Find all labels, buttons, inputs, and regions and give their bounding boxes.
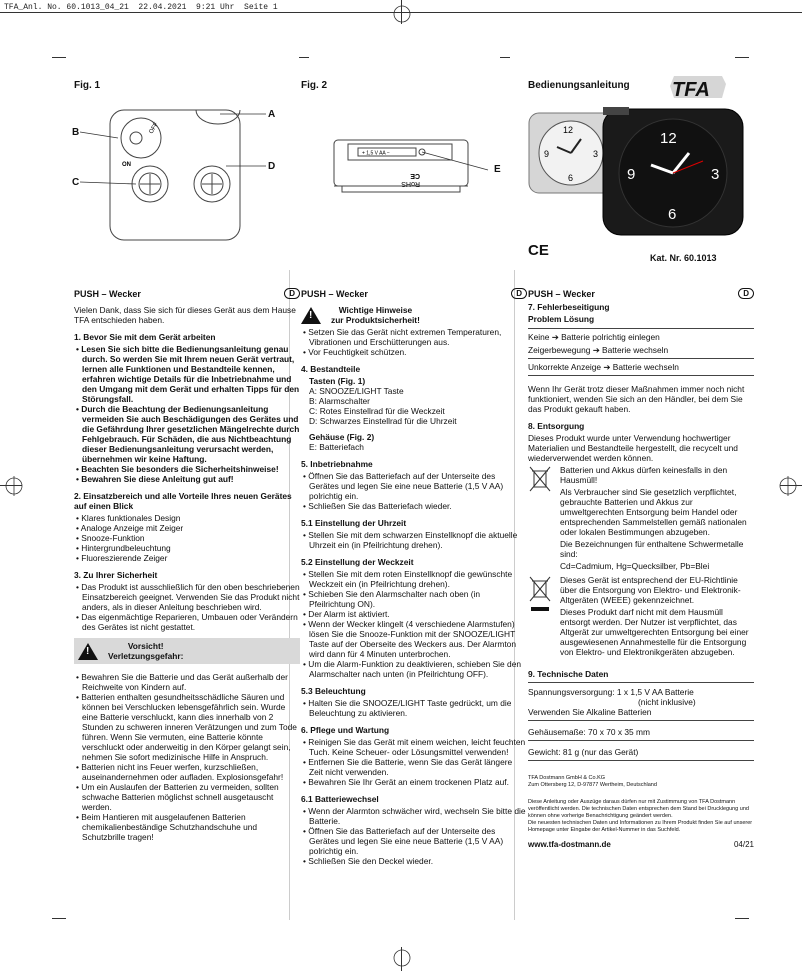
list-item: • Hintergrundbeleuchtung (74, 543, 300, 553)
col3-bat3: Die Bezeichnungen für enthaltene Schwermetalle sind: (560, 539, 744, 559)
list-item: • Bewahren Sie Ihr Gerät an einem trockenen Platz auf. (301, 777, 527, 787)
col2-s52-heading: 5.2 Einstellung der Weckzeit (301, 557, 414, 567)
tech-supply: Spannungsversorgung: 1 x 1,5 V AA Batterie (528, 687, 694, 697)
table-row: Unkorrekte Anzeige ➔ Batterie wechseln (528, 359, 754, 376)
list-item: • Entfernen Sie die Batterie, wenn Sie das Gerät längere Zeit nicht verwenden. (301, 757, 527, 777)
col3-bat2: Als Verbraucher sind Sie gesetzlich verpflichtet, gebrauchte Batterien und Akkus zur umweltgerechten Entsorgung beim Handel oder entsprechenden Sammelstellen gemäß nationalen oder lokalen Bestimmungen abzugeben. (560, 487, 747, 537)
print-header: TFA_Anl. No. 60.1013_04_21 22.04.2021 9:21 Uhr Seite 1 (4, 3, 278, 12)
troubleshoot-table (528, 328, 754, 376)
col2-s53-list (301, 698, 527, 718)
list-item: • Lesen Sie sich bitte die Bedienungsanleitung genau durch. So werden Sie mit Ihrem neuen Gerät vertraut, lernen alle Funktionen und Bestandteile kennen, erfahren wichtige Details für die Inbetriebnahme und den Umgang mit dem Gerät und erhalten Tipps für den Störungsfall. (74, 344, 300, 404)
fig2-callout-e: E (494, 164, 501, 175)
crossed-bin-icon (528, 465, 552, 573)
product-title: Bedienungsanleitung (528, 80, 630, 91)
col3-bat4: Cd=Cadmium, Hg=Quecksilber, Pb=Blei (560, 561, 710, 571)
col2-s4-item-d: D: Schwarzes Einstellrad für die Uhrzeit (309, 416, 457, 426)
col2-s4-sub: Tasten (Fig. 1) (309, 376, 366, 386)
registration-mark-right (776, 474, 800, 498)
col1-lang-mark: D (284, 288, 300, 299)
fig1-clock-back-diagram (66, 104, 286, 244)
col2-warning-header (301, 305, 527, 325)
fig1-off-text: OFF (148, 121, 160, 135)
list-item: • Stellen Sie mit dem roten Einstellknopf die gewünschte Weckzeit ein (in Pfeilrichtung drehen). (301, 569, 527, 589)
col2-s6-heading: 6. Pflege und Wartung (301, 725, 390, 735)
warning-icon: ! (301, 307, 321, 324)
col3-s7-note: Wenn Ihr Gerät trotz dieser Maßnahmen immer noch nicht funktioniert, wenden Sie sich an den Händler, bei dem Sie das Produkt gekauft haben. (528, 384, 745, 414)
print-date: 04/21 (733, 840, 754, 849)
list-item: • Das eigenmächtige Reparieren, Umbauen oder Verändern des Gerätes ist nicht gestattet. (74, 612, 300, 632)
col1-s2-list (74, 513, 300, 563)
product-photo-two-clocks (527, 105, 747, 237)
corner-mark-bl (52, 918, 66, 919)
weee-disposal-block (528, 575, 754, 659)
list-item: • Beim Hantieren mit ausgelaufenen Batterien chemikalienbeständige Schutzhandschuhe und Schutzbrille tragen! (74, 812, 300, 842)
battery-disposal-block (528, 465, 754, 573)
fig2-ce-text: CE (410, 172, 420, 179)
table-row: Keine ➔ Batterie polrichtig einlegen (528, 332, 660, 342)
fig1-callout-d: D (268, 161, 276, 172)
col2-s52-list (301, 569, 527, 679)
col3-title: PUSH – Wecker (528, 288, 595, 299)
list-item: • Wenn der Wecker klingelt (4 verschiedene Alarmstufen) lösen Sie die Snooze-Funktion mit der SNOOZE/LIGHT Taste auf der Oberseite des Weckers aus. Der Alarmton wird dann für 4 Minuten unterbrochen. (301, 619, 527, 659)
col1-warn-sub: Verletzungsgefahr: (108, 651, 184, 661)
big-clock-3: 3 (711, 166, 720, 183)
tfa-logo (668, 72, 730, 102)
list-item: • Schieben Sie den Alarmschalter nach oben (in Pfeilrichtung ON). (301, 589, 527, 609)
list-item: • Schließen Sie das Batteriefach wieder. (301, 501, 527, 511)
big-clock-9: 9 (627, 166, 636, 183)
column-1 (74, 288, 300, 842)
list-item: • Schließen Sie den Deckel wieder. (301, 856, 527, 866)
small-clock-6: 6 (568, 173, 574, 183)
corner-mark-tm2 (500, 57, 510, 58)
col3-weee1: Dieses Gerät ist entsprechend der EU-Richtlinie über die Entsorgung von Elektro- und Elektronik-Altgeräten (WEEE) gekennzeichnet. (560, 575, 741, 605)
col1-s3-heading: 3. Zu Ihrer Sicherheit (74, 570, 158, 580)
col2-s53-heading: 5.3 Beleuchtung (301, 686, 366, 696)
col1-title: PUSH – Wecker (74, 288, 141, 299)
col1-s1-list (74, 344, 300, 484)
list-item: • Das Produkt ist ausschließlich für den oben beschriebenen Einsatzbereich geeignet. Verwenden Sie das Produkt nicht anders, als in dieser Anleitung beschrieben wird. (74, 582, 300, 612)
col1-warn-title: Vorsicht! (127, 641, 164, 651)
fig1-callout-a: A (268, 109, 276, 120)
corner-mark-br (735, 918, 749, 919)
column-2 (301, 288, 527, 866)
col2-s4-sub2: Gehäuse (Fig. 2) (309, 432, 375, 442)
list-item: • Snooze-Funktion (74, 533, 300, 543)
col2-s6-list (301, 737, 527, 787)
list-item: • Klares funktionales Design (74, 513, 300, 523)
col3-lang-mark: D (738, 288, 754, 299)
list-item: • Setzen Sie das Gerät nicht extremen Temperaturen, Vibrationen und Erschütterungen aus. (301, 327, 527, 347)
list-item: • Um die Alarm-Funktion zu deaktivieren, schieben Sie den Alarmschalter nach unten (in Pfeilrichtung OFF). (301, 659, 527, 679)
footer-row (528, 840, 754, 850)
warning-icon: ! (78, 643, 98, 660)
col2-warn-sub: zur Produktsicherheit! (331, 315, 420, 325)
list-item: • Reinigen Sie das Gerät mit einem weichen, leicht feuchten Tuch. Keine Scheuer- oder Lösungsmittel verwenden! (301, 737, 527, 757)
list-item: • Wenn der Alarmton schwächer wird, wechseln Sie bitte die Batterie. (301, 806, 527, 826)
list-item: • Bewahren Sie diese Anleitung gut auf! (74, 474, 300, 484)
list-item: • Bewahren Sie die Batterie und das Gerät außerhalb der Reichweite von Kindern auf. (74, 672, 300, 692)
tech-data-table (528, 685, 754, 761)
small-clock-12: 12 (563, 125, 574, 135)
list-item: • Beachten Sie besonders die Sicherheitshinweise! (74, 464, 300, 474)
col1-intro: Vielen Dank, dass Sie sich für dieses Gerät aus dem Hause TFA entschieden haben. (74, 305, 296, 325)
col3-title-row (528, 288, 754, 299)
model-number: Kat. Nr. 60.1013 (650, 253, 717, 263)
small-clock-3: 3 (593, 149, 599, 159)
list-item: • Analoge Anzeige mit Zeiger (74, 523, 300, 533)
ce-mark: CE (528, 242, 549, 259)
col2-s61-heading: 6.1 Batteriewechsel (301, 794, 379, 804)
list-item: • Vor Feuchtigkeit schützen. (301, 347, 527, 357)
fig1-on-text: ON (122, 162, 131, 168)
list-item: • Batterien nicht ins Feuer werfen, kurzschließen, auseinandernehmen oder aufladen. Explosionsgefahr! (74, 762, 300, 782)
col3-s8-heading: 8. Entsorgung (528, 421, 585, 431)
col2-s61-list (301, 806, 527, 866)
col2-s4-item-a: A: SNOOZE/LIGHT Taste (309, 386, 404, 396)
col2-s5-heading: 5. Inbetriebnahme (301, 459, 373, 469)
small-clock-9: 9 (544, 149, 550, 159)
registration-mark-top (390, 2, 414, 26)
table-row: Gewicht: 81 g (nur das Gerät) (528, 741, 754, 761)
list-item: • Halten Sie die SNOOZE/LIGHT Taste gedrückt, um die Beleuchtung zu aktivieren. (301, 698, 527, 718)
col2-s51-heading: 5.1 Einstellung der Uhrzeit (301, 518, 407, 528)
table-row: Gehäusemaße: 70 x 70 x 35 mm (528, 721, 754, 741)
fig2-rohs-text: RoHS (401, 180, 420, 187)
fig1-callout-b: B (72, 127, 80, 138)
col2-title: PUSH – Wecker (301, 288, 368, 299)
col2-title-row (301, 288, 527, 299)
column-3 (528, 288, 754, 850)
tfa-logo-text: TFA (672, 79, 710, 101)
col2-s51-list (301, 530, 527, 550)
fig2-label: Fig. 2 (301, 80, 328, 91)
list-item: • Der Alarm ist aktiviert. (301, 609, 527, 619)
big-clock-6: 6 (668, 206, 677, 223)
list-item: • Fluoreszierende Zeiger (74, 553, 300, 563)
tech-supply-note: (nicht inklusive) (638, 697, 696, 707)
col3-weee2: Dieses Produkt darf nicht mit dem Hausmüll entsorgt werden. Der Nutzer ist verpflichtet, das Altgerät zur umweltgerechten Entsorgung bei einer ausgewiesenen Annahmestelle für die Entsorgung von Elektro- und Elektronikgeräten abzugeben. (560, 607, 749, 657)
col1-warn-list (74, 672, 300, 842)
fig2-battery-text: + 1,5 V AA − (362, 150, 390, 157)
col1-warning-box (74, 638, 300, 664)
col3-s7-heading: 7. Fehlerbeseitigung (528, 302, 610, 312)
registration-mark-bottom (390, 946, 414, 970)
col2-lang-mark: D (511, 288, 527, 299)
col2-s4-item-c: C: Rotes Einstellrad für die Weckzeit (309, 406, 445, 416)
col3-bat1: Batterien und Akkus dürfen keinesfalls in den Hausmüll! (560, 465, 728, 485)
col3-s9-heading: 9. Technische Daten (528, 669, 754, 683)
list-item: • Stellen Sie mit dem schwarzen Einstellknopf die aktuelle Uhrzeit ein (in Pfeilrichtung drehen). (301, 530, 527, 550)
corner-mark-tm1 (299, 57, 309, 58)
col2-warn-title: Wichtige Hinweise (338, 305, 413, 315)
big-clock-12: 12 (660, 130, 677, 147)
weee-bin-icon (528, 575, 552, 659)
list-item: • Öffnen Sie das Batteriefach auf der Unterseite des Gerätes und legen Sie eine neue Batterie (1,5 V AA) polrichtig ein. (301, 471, 527, 501)
list-item: • Durch die Beachtung der Bedienungsanleitung vermeiden Sie auch Beschädigungen des Gerätes und die Gefährdung Ihrer gesetzlichen Mängelrechte durch Fehlgebrauch. Für Schäden, die aus Nichtbeachtung dieser Bedienungsanleitung verursacht werden, übernehmen wir keine Haftung. (74, 404, 300, 464)
table-row: Verwenden Sie Alkaline Batterien (528, 707, 754, 721)
corner-mark-tr (735, 57, 749, 58)
col1-title-row (74, 288, 300, 299)
company-address: Zum Ottersberg 12, D-97877 Wertheim, Deutschland (528, 782, 657, 788)
col2-s5-list (301, 471, 527, 511)
list-item: • Batterien enthalten gesundheitsschädliche Säuren und können bei Verschlucken lebensgefährlich sein. Wurde eine Batterie verschluckt, kann dies innerhalb von 2 Stunden zu schweren inneren Verätzungen und zum Tode führen. Wenn Sie vermuten, eine Batterie könnte verschluckt oder anderweitig in den Körper gelangt sein, nehmen Sie sofort medizinische Hilfe in Anspruch. (74, 692, 300, 762)
col1-s3-list (74, 582, 300, 632)
col1-s2-heading: 2. Einsatzbereich und alle Vorteile Ihres neuen Gerätes auf einen Blick (74, 491, 292, 511)
legal-text-1: Diese Anleitung oder Auszüge daraus dürfen nur mit Zustimmung von TFA Dostmann veröffentlicht werden. Die technischen Daten entsprechen dem Stand bei Drucklegung und können ohne vorherige Benachrichtigung geändert werden. (528, 799, 749, 819)
registration-mark-left (2, 474, 26, 498)
col3-s8-intro: Dieses Produkt wurde unter Verwendung hochwertiger Materialien und Bestandteile hergestellt, die recycelt und wiederverwendet werden können. (528, 433, 738, 463)
legal-text-2: Die neuesten technischen Daten und Informationen zu Ihrem Produkt finden Sie auf unserer Homepage unter Eingabe der Artikel-Nummer in das Suchfeld. (528, 820, 753, 833)
list-item: • Öffnen Sie das Batteriefach auf der Unterseite des Gerätes und legen Sie eine neue Batterie (1,5 V AA) polrichtig ein. (301, 826, 527, 856)
table-row: Zeigerbewegung ➔ Batterie wechseln (528, 342, 754, 359)
fig1-label: Fig. 1 (74, 80, 101, 91)
col2-s4-heading: 4. Bestandteile (301, 364, 361, 374)
col3-s7-sub: Problem Lösung (528, 314, 595, 324)
company-name: TFA Dostmann GmbH & Co.KG (528, 775, 606, 781)
corner-mark-tl (52, 57, 66, 58)
fig1-callout-c: C (72, 177, 80, 188)
fig2-clock-bottom-diagram (330, 134, 500, 208)
col1-s1-heading: 1. Bevor Sie mit dem Gerät arbeiten (74, 332, 216, 342)
col2-warn-list (301, 327, 527, 357)
website-link[interactable]: www.tfa-dostmann.de (528, 840, 611, 849)
col2-s4-item-e: E: Batteriefach (309, 442, 364, 452)
list-item: • Um ein Auslaufen der Batterien zu vermeiden, sollten schwache Batterien möglichst schnell ausgetauscht werden. (74, 782, 300, 812)
col2-s4-item-b: B: Alarmschalter (309, 396, 370, 406)
